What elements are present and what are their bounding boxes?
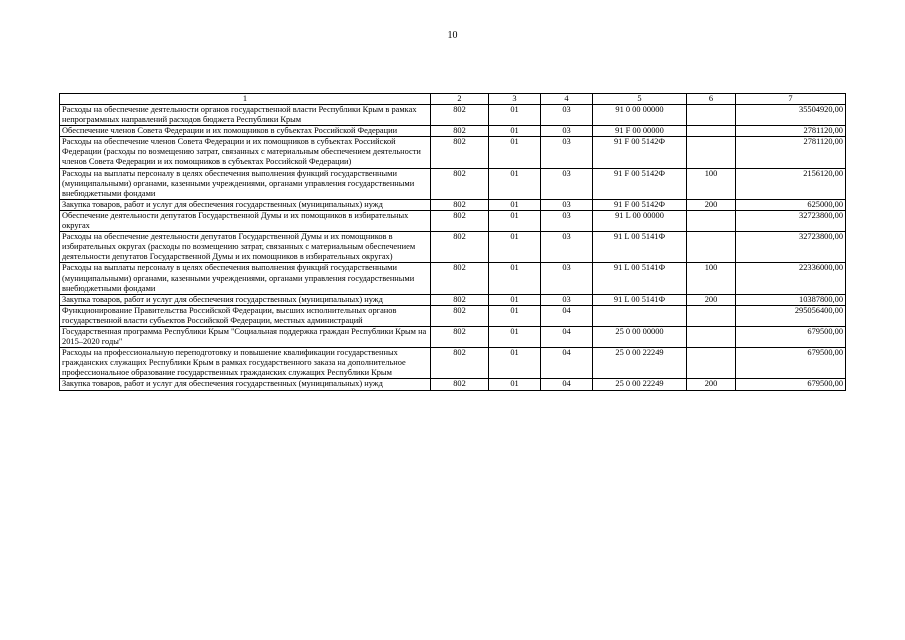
table-row — [60, 210, 846, 231]
table-row — [60, 105, 846, 126]
table-row — [60, 232, 846, 263]
row-amount: 679500,00 — [736, 379, 846, 390]
row-section-code: 01 — [489, 379, 541, 390]
row-amount: 295056400,00 — [736, 305, 846, 326]
row-target-article: 91 0 00 00000 — [593, 105, 687, 126]
row-name: Обеспечение членов Совета Федерации и их помощников в субъектах Российской Федерации — [60, 126, 431, 137]
row-target-article: 91 L 00 5141Ф — [593, 294, 687, 305]
row-target-article: 25 0 00 22249 — [593, 379, 687, 390]
row-subsection-code: 03 — [541, 168, 593, 199]
row-ministry-code: 802 — [431, 294, 489, 305]
row-target-article: 91 L 00 5141Ф — [593, 232, 687, 263]
table-row — [60, 168, 846, 199]
row-subsection-code: 03 — [541, 210, 593, 231]
row-expense-type: 200 — [687, 199, 736, 210]
table-row — [60, 126, 846, 137]
header-col-1: 1 — [60, 94, 431, 105]
row-ministry-code: 802 — [431, 210, 489, 231]
row-ministry-code: 802 — [431, 348, 489, 379]
row-amount: 35504920,00 — [736, 105, 846, 126]
row-amount: 32723800,00 — [736, 232, 846, 263]
row-amount: 22336000,00 — [736, 263, 846, 294]
row-expense-type — [687, 210, 736, 231]
row-ministry-code: 802 — [431, 126, 489, 137]
row-subsection-code: 03 — [541, 137, 593, 168]
row-name: Функционирование Правительства Российской Федерации, высших исполнительных органов государственной власти субъектов Российской Федерации, местных администраций — [60, 305, 431, 326]
row-ministry-code: 802 — [431, 379, 489, 390]
row-name: Государственная программа Республики Крым "Социальная поддержка граждан Республики Крым на 2015–2020 годы" — [60, 326, 431, 347]
row-expense-type — [687, 305, 736, 326]
row-section-code: 01 — [489, 210, 541, 231]
row-amount: 2781120,00 — [736, 126, 846, 137]
row-ministry-code: 802 — [431, 305, 489, 326]
row-section-code: 01 — [489, 126, 541, 137]
table-row — [60, 348, 846, 379]
row-name: Обеспечение деятельности депутатов Государственной Думы и их помощников в избирательных округах — [60, 210, 431, 231]
row-amount: 679500,00 — [736, 348, 846, 379]
table-row — [60, 199, 846, 210]
row-target-article — [593, 305, 687, 326]
table-row — [60, 326, 846, 347]
row-amount: 2781120,00 — [736, 137, 846, 168]
row-expense-type — [687, 105, 736, 126]
header-col-5: 5 — [593, 94, 687, 105]
row-target-article: 91 F 00 5142Ф — [593, 168, 687, 199]
row-subsection-code: 03 — [541, 294, 593, 305]
page-number: 10 — [447, 30, 458, 41]
row-target-article: 91 F 00 5142Ф — [593, 137, 687, 168]
row-expense-type — [687, 126, 736, 137]
row-name: Расходы на обеспечение членов Совета Федерации и их помощников в субъектах Российской Федерации (расходы по возмещению затрат, связанных с материальным обеспечением деятельности членов Совета Федерации и их помощников в субъектах Российской Федерации) — [60, 137, 431, 168]
row-section-code: 01 — [489, 168, 541, 199]
header-col-3: 3 — [489, 94, 541, 105]
row-ministry-code: 802 — [431, 137, 489, 168]
row-subsection-code: 03 — [541, 199, 593, 210]
row-name: Расходы на обеспечение деятельности депутатов Государственной Думы и их помощников в избирательных округах (расходы по возмещению затрат, связанных с материальным обеспечением деятельности депутатов Государственной Думы и их помощников в избирательных округах) — [60, 232, 431, 263]
row-expense-type — [687, 348, 736, 379]
row-expense-type: 100 — [687, 168, 736, 199]
table-row — [60, 263, 846, 294]
row-subsection-code: 03 — [541, 126, 593, 137]
row-section-code: 01 — [489, 305, 541, 326]
row-ministry-code: 802 — [431, 232, 489, 263]
row-expense-type — [687, 232, 736, 263]
table-row — [60, 294, 846, 305]
row-section-code: 01 — [489, 137, 541, 168]
row-expense-type — [687, 137, 736, 168]
row-amount: 10387800,00 — [736, 294, 846, 305]
row-amount: 2156120,00 — [736, 168, 846, 199]
row-ministry-code: 802 — [431, 168, 489, 199]
row-section-code: 01 — [489, 348, 541, 379]
row-subsection-code: 03 — [541, 232, 593, 263]
row-section-code: 01 — [489, 326, 541, 347]
row-target-article: 25 0 00 22249 — [593, 348, 687, 379]
row-ministry-code: 802 — [431, 199, 489, 210]
row-section-code: 01 — [489, 232, 541, 263]
table-row — [60, 379, 846, 390]
row-name: Расходы на профессиональную переподготовку и повышение квалификации государственных гражданских служащих Республики Крым в рамках государственного заказа на дополнительное профессиональное образование государственных гражданских служащих Республики Крым — [60, 348, 431, 379]
row-name: Закупка товаров, работ и услуг для обеспечения государственных (муниципальных) нужд — [60, 199, 431, 210]
row-section-code: 01 — [489, 263, 541, 294]
row-section-code: 01 — [489, 199, 541, 210]
row-amount: 32723800,00 — [736, 210, 846, 231]
row-target-article: 91 L 00 00000 — [593, 210, 687, 231]
row-name: Расходы на выплаты персоналу в целях обеспечения выполнения функций государственными (муниципальными) органами, казенными учреждениями, органами управления государственными внебюджетными фондами — [60, 263, 431, 294]
row-ministry-code: 802 — [431, 105, 489, 126]
row-section-code: 01 — [489, 294, 541, 305]
row-expense-type: 200 — [687, 294, 736, 305]
header-col-6: 6 — [687, 94, 736, 105]
row-subsection-code: 03 — [541, 263, 593, 294]
row-target-article: 91 F 00 00000 — [593, 126, 687, 137]
row-subsection-code: 04 — [541, 326, 593, 347]
row-subsection-code: 03 — [541, 105, 593, 126]
row-target-article: 91 F 00 5142Ф — [593, 199, 687, 210]
row-name: Закупка товаров, работ и услуг для обеспечения государственных (муниципальных) нужд — [60, 379, 431, 390]
header-col-7: 7 — [736, 94, 846, 105]
row-name: Расходы на обеспечение деятельности органов государственной власти Республики Крым в рамках непрограммных направлений расходов бюджета Республики Крым — [60, 105, 431, 126]
row-expense-type: 200 — [687, 379, 736, 390]
row-subsection-code: 04 — [541, 379, 593, 390]
row-ministry-code: 802 — [431, 263, 489, 294]
table-row — [60, 137, 846, 168]
row-subsection-code: 04 — [541, 305, 593, 326]
row-target-article: 25 0 00 00000 — [593, 326, 687, 347]
table-row — [60, 305, 846, 326]
row-section-code: 01 — [489, 105, 541, 126]
row-name: Расходы на выплаты персоналу в целях обеспечения выполнения функций государственными (муниципальными) органами, казенными учреждениями, органами управления государственными внебюджетными фондами — [60, 168, 431, 199]
header-col-4: 4 — [541, 94, 593, 105]
header-col-2: 2 — [431, 94, 489, 105]
budget-table — [59, 93, 846, 391]
row-ministry-code: 802 — [431, 326, 489, 347]
header-row — [60, 94, 846, 105]
row-expense-type — [687, 326, 736, 347]
row-target-article: 91 L 00 5141Ф — [593, 263, 687, 294]
row-subsection-code: 04 — [541, 348, 593, 379]
row-amount: 679500,00 — [736, 326, 846, 347]
row-expense-type: 100 — [687, 263, 736, 294]
row-name: Закупка товаров, работ и услуг для обеспечения государственных (муниципальных) нужд — [60, 294, 431, 305]
row-amount: 625000,00 — [736, 199, 846, 210]
